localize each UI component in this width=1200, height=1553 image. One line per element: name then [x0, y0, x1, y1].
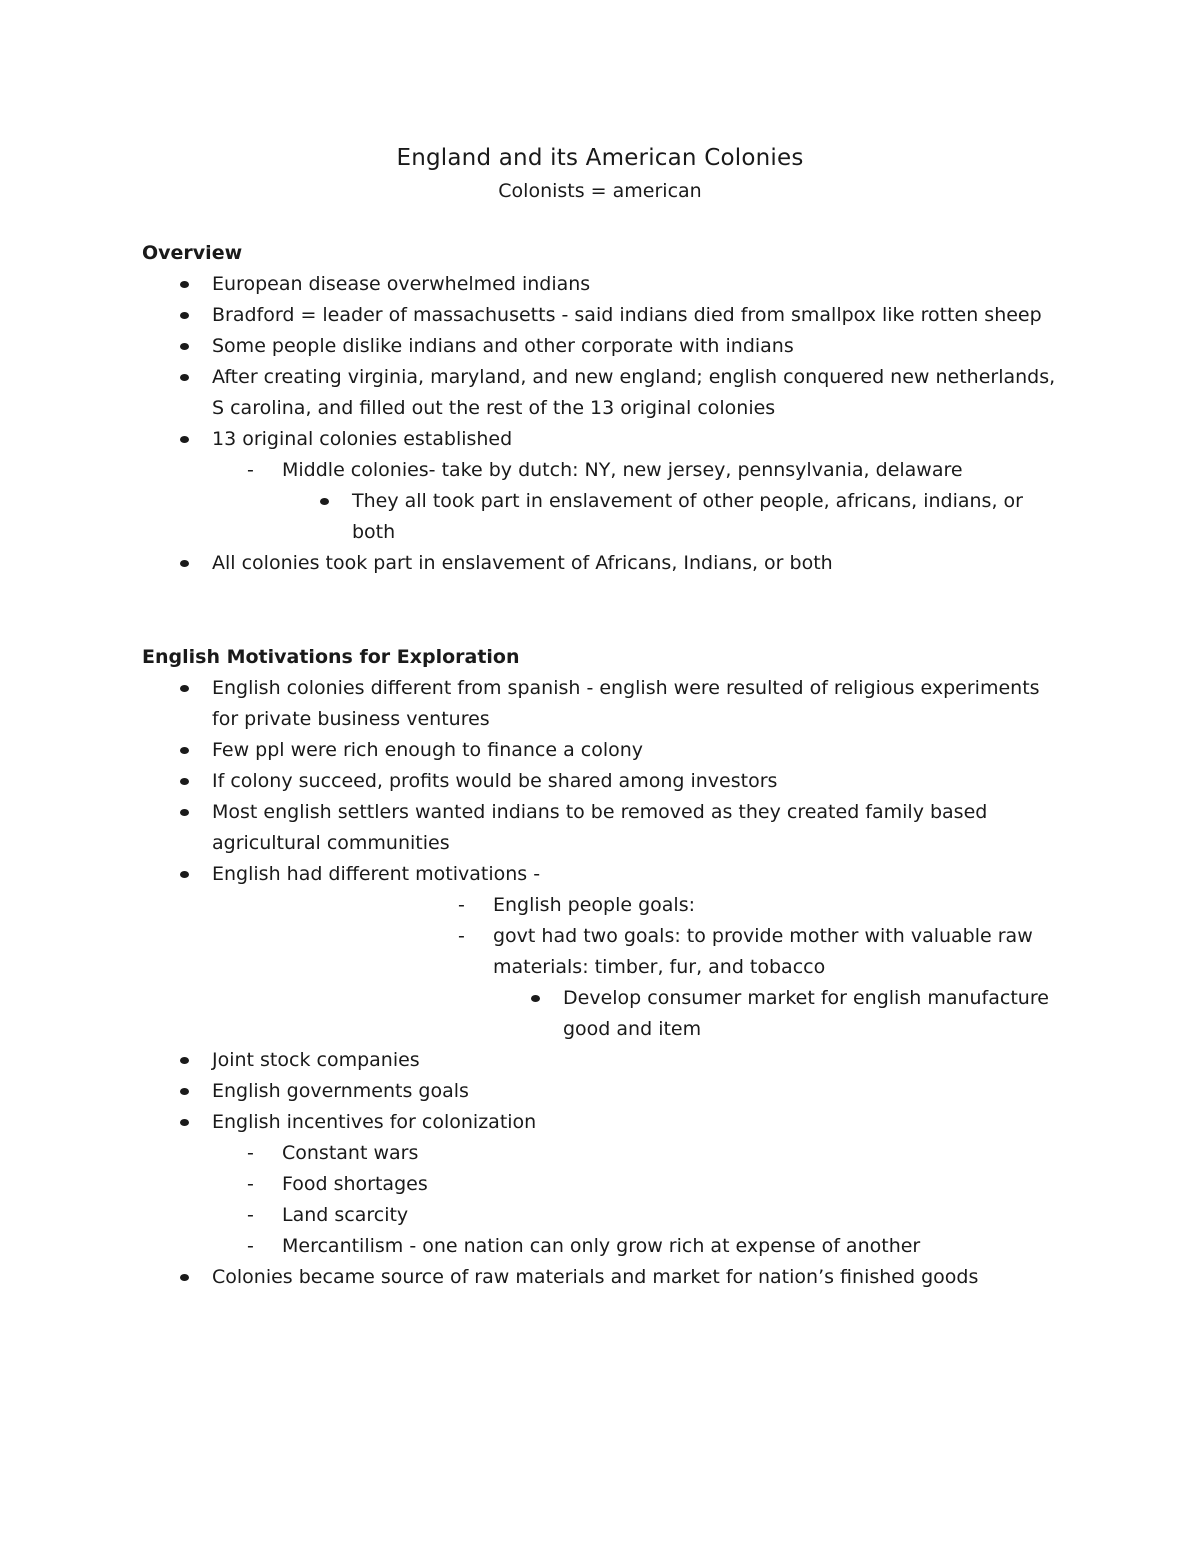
sublist-item	[212, 1138, 1062, 1169]
list-item-text: English governments goals	[212, 1080, 469, 1102]
list-item-text: After creating virginia, maryland, and new england; english conquered new netherlands, S carolina, and filled out the rest of the 13 original colonies	[212, 366, 1056, 419]
subsublist-item-text: Develop consumer market for english manufacture good and item	[563, 987, 1049, 1040]
bullet-icon	[180, 1119, 189, 1126]
sublist-item	[212, 1200, 1062, 1231]
sublist-item	[212, 1231, 1062, 1262]
bullet-icon	[180, 1274, 189, 1281]
overview-list	[142, 269, 1062, 579]
page-title: England and its American Colonies	[396, 145, 804, 171]
list-item-text: Most english settlers wanted indians to be removed as they created family based agricultural communities	[212, 801, 988, 854]
list-item-text: English incentives for colonization	[212, 1111, 537, 1133]
page-subtitle: Colonists = american	[498, 180, 702, 202]
list-item	[142, 1262, 1062, 1293]
bullet-icon	[180, 747, 189, 754]
list-item-text: 13 original colonies established	[212, 428, 513, 450]
list-item	[142, 424, 1062, 548]
dash-icon: -	[247, 459, 254, 481]
bullet-icon	[180, 1088, 189, 1095]
list-item	[142, 362, 1062, 424]
dash-icon: -	[247, 1142, 254, 1164]
sublist-item	[212, 455, 1062, 548]
sublist-item-text: Middle colonies- take by dutch: NY, new jersey, pennsylvania, delaware	[282, 459, 963, 481]
list-item	[142, 331, 1062, 362]
list-item-text: European disease overwhelmed indians	[212, 273, 591, 295]
list-item	[142, 548, 1062, 579]
list-item-text: Few ppl were rich enough to finance a colony	[212, 739, 644, 761]
dash-icon: -	[247, 1173, 254, 1195]
list-item	[142, 735, 1062, 766]
sublist-item	[212, 921, 1062, 1045]
list-item	[142, 300, 1062, 331]
sublist-item-text: govt had two goals: to provide mother with valuable raw materials: timber, fur, and tobacco	[493, 925, 1033, 978]
sublist-item-text: Land scarcity	[282, 1204, 409, 1226]
motivations-list	[142, 673, 1062, 1293]
bullet-icon	[531, 995, 540, 1002]
sublist-item	[212, 890, 1062, 921]
overview-subsublist	[282, 486, 1062, 548]
list-item	[142, 1045, 1062, 1076]
dash-icon: -	[458, 894, 465, 916]
sublist-item-text: Constant wars	[282, 1142, 419, 1164]
subsublist-item	[493, 983, 1062, 1045]
list-item	[142, 859, 1062, 1045]
list-item-text: Colonies became source of raw materials and market for nation’s finished goods	[212, 1266, 979, 1288]
dash-icon: -	[247, 1235, 254, 1257]
motivations-sublist	[212, 890, 1062, 1045]
sublist-item	[212, 1169, 1062, 1200]
bullet-icon	[180, 312, 189, 319]
bullet-icon	[320, 498, 329, 505]
list-item-text: English had different motivations -	[212, 863, 541, 885]
list-item	[142, 1107, 1062, 1262]
dash-icon: -	[458, 925, 465, 947]
list-item-text: English colonies different from spanish - english were resulted of religious experiments for private business ventures	[212, 677, 1040, 730]
sublist-item-text: English people goals:	[493, 894, 695, 916]
bullet-icon	[180, 374, 189, 381]
list-item-text: All colonies took part in enslavement of Africans, Indians, or both	[212, 552, 833, 574]
bullet-icon	[180, 281, 189, 288]
motivations-heading: English Motivations for Exploration	[142, 646, 520, 668]
list-item	[142, 1076, 1062, 1107]
bullet-icon	[180, 343, 189, 350]
incentives-sublist	[212, 1138, 1062, 1262]
bullet-icon	[180, 778, 189, 785]
sublist-item-text: Food shortages	[282, 1173, 428, 1195]
overview-section	[142, 238, 1062, 579]
bullet-icon	[180, 1057, 189, 1064]
dash-icon: -	[247, 1204, 254, 1226]
list-item-text: Bradford = leader of massachusetts - said indians died from smallpox like rotten sheep	[212, 304, 1042, 326]
bullet-icon	[180, 685, 189, 692]
list-item-text: Some people dislike indians and other corporate with indians	[212, 335, 794, 357]
list-item-text: If colony succeed, profits would be shared among investors	[212, 770, 778, 792]
list-item-text: Joint stock companies	[212, 1049, 420, 1071]
bullet-icon	[180, 560, 189, 567]
overview-sublist	[212, 455, 1062, 548]
motivations-section	[142, 642, 1062, 1293]
bullet-icon	[180, 436, 189, 443]
bullet-icon	[180, 809, 189, 816]
list-item	[142, 766, 1062, 797]
list-item	[142, 797, 1062, 859]
subsublist-item-text: They all took part in enslavement of other people, africans, indians, or both	[352, 490, 1023, 543]
bullet-icon	[180, 871, 189, 878]
motivations-subsublist	[493, 983, 1062, 1045]
list-item	[142, 673, 1062, 735]
overview-heading: Overview	[142, 242, 243, 264]
list-item	[142, 269, 1062, 300]
subsublist-item	[282, 486, 1062, 548]
sublist-item-text: Mercantilism - one nation can only grow rich at expense of another	[282, 1235, 921, 1257]
